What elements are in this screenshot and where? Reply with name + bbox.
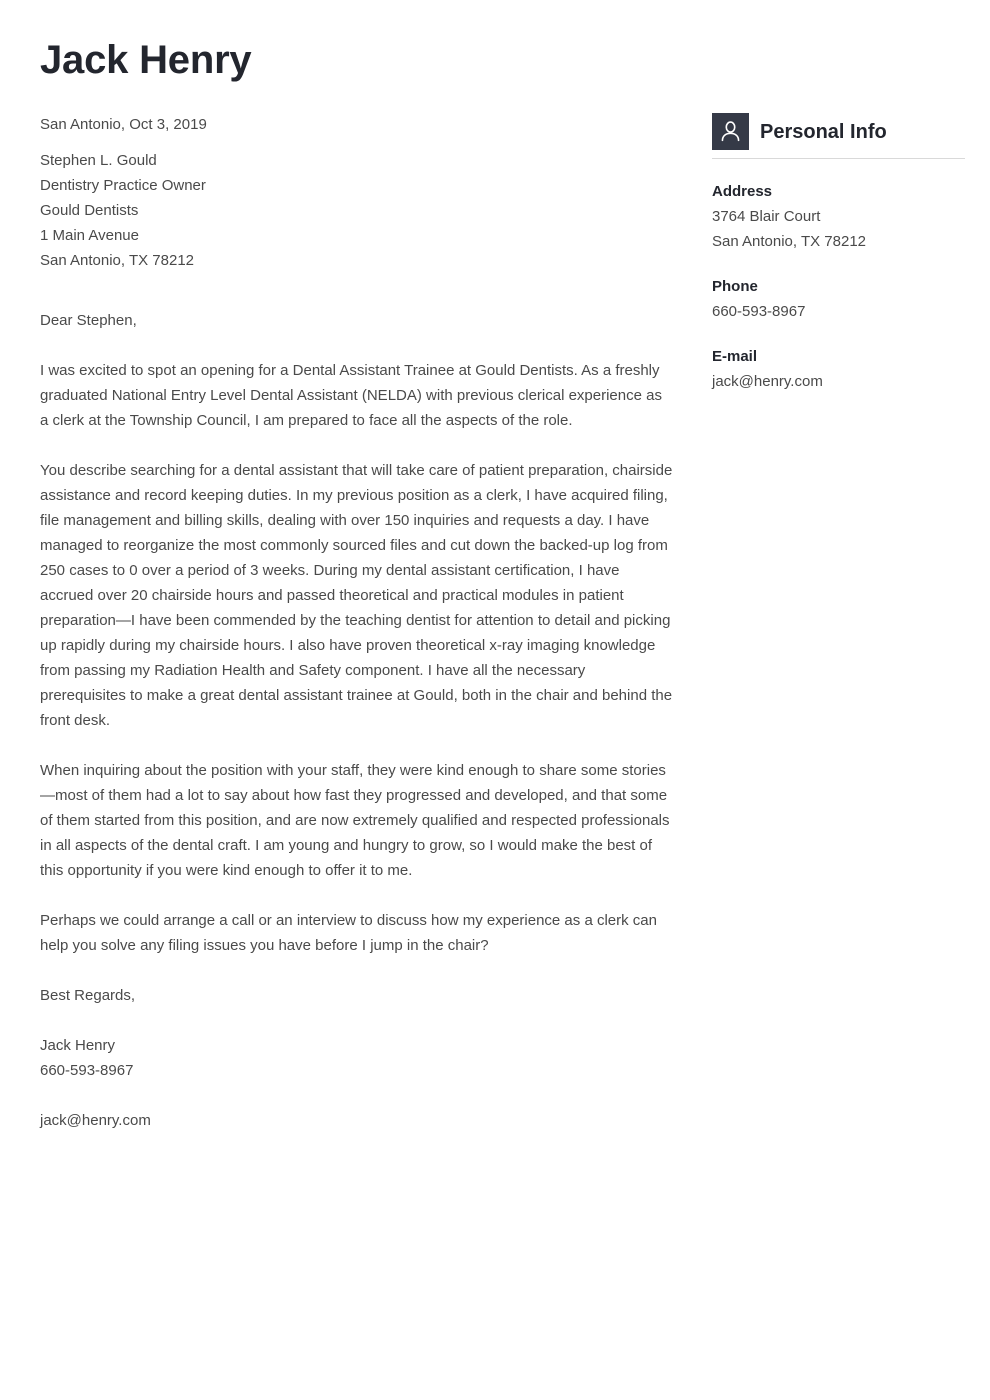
recipient-street: 1 Main Avenue — [40, 227, 139, 244]
date-line: San Antonio, Oct 3, 2019 — [40, 116, 207, 133]
personal-info-sidebar — [712, 113, 965, 394]
letter-paragraph-3: When inquiring about the position with your staff, they were kind enough to share some stories—most of them had a lot to say about how fast they progressed and developed, and that some of them started from this position, and are now extremely qualified and respected professionals in all aspects of the dental craft. I am young and hungry to grow, so I would make the best of this opportunity if you were kind enough to offer it to me. — [40, 762, 670, 879]
signature-name: Jack Henry — [40, 1037, 116, 1054]
recipient-address-block — [40, 148, 674, 273]
email-value: jack@henry.com — [712, 373, 823, 390]
recipient-city-state-zip: San Antonio, TX 78212 — [40, 252, 195, 269]
signature-email: jack@henry.com — [40, 1112, 151, 1129]
personal-info-heading-row — [712, 113, 965, 159]
person-icon — [712, 113, 749, 150]
recipient-title: Dentistry Practice Owner — [40, 177, 206, 194]
recipient-name: Stephen L. Gould — [40, 152, 157, 169]
salutation: Dear Stephen, — [40, 312, 137, 329]
address-label: Address — [712, 183, 773, 200]
letter-paragraph-2: You describe searching for a dental assistant that will take care of patient preparation, chairside assistance and record keeping duties. In my previous position as a clerk, I have acquired filing, file management and billing skills, dealing with over 150 inquiries and requests a day. I have managed to reorganize the most commonly sourced files and cut down the backed-up log from 250 cases to 0 over a period of 3 weeks. During my dental assistant certification, I have accrued over 20 chairside hours and passed theoretical and practical modules in patient preparation—I have been commended by the teaching dentist for attention to detail and picking up rapidly during my chairside hours. I also have proven theoretical x-ray imaging knowledge from passing my Radiation Health and Safety component. I have all the necessary prerequisites to make a great dental assistant trainee at Gould, both in the chair and behind the front desk. — [40, 462, 673, 729]
letter-body — [40, 112, 674, 1133]
closing-phrase: Best Regards, — [40, 987, 136, 1004]
letter-paragraph-1: I was excited to spot an opening for a Dental Assistant Trainee at Gould Dentists. As a freshly graduated National Entry Level Dental Assistant (NELDA) with previous clerical experience as a clerk at the Township Council, I am prepared to face all the aspects of the role. — [40, 362, 662, 429]
sidebar-section-email — [712, 344, 965, 394]
email-label: E-mail — [712, 348, 758, 365]
address-street: 3764 Blair Court — [712, 208, 821, 225]
applicant-name: Jack Henry — [40, 38, 252, 82]
letter-paragraph-4: Perhaps we could arrange a call or an interview to discuss how my experience as a clerk can help you solve any filing issues you have before I jump in the chair? — [40, 912, 657, 954]
recipient-company: Gould Dentists — [40, 202, 139, 219]
personal-info-title: Personal Info — [760, 120, 887, 143]
sidebar-section-address — [712, 179, 965, 254]
sidebar-section-phone — [712, 274, 965, 324]
signature-block — [40, 1033, 674, 1083]
phone-label: Phone — [712, 278, 758, 295]
signature-phone: 660-593-8967 — [40, 1062, 134, 1079]
letter-header — [40, 36, 680, 84]
phone-value: 660-593-8967 — [712, 303, 806, 320]
address-city-state-zip: San Antonio, TX 78212 — [712, 233, 867, 250]
